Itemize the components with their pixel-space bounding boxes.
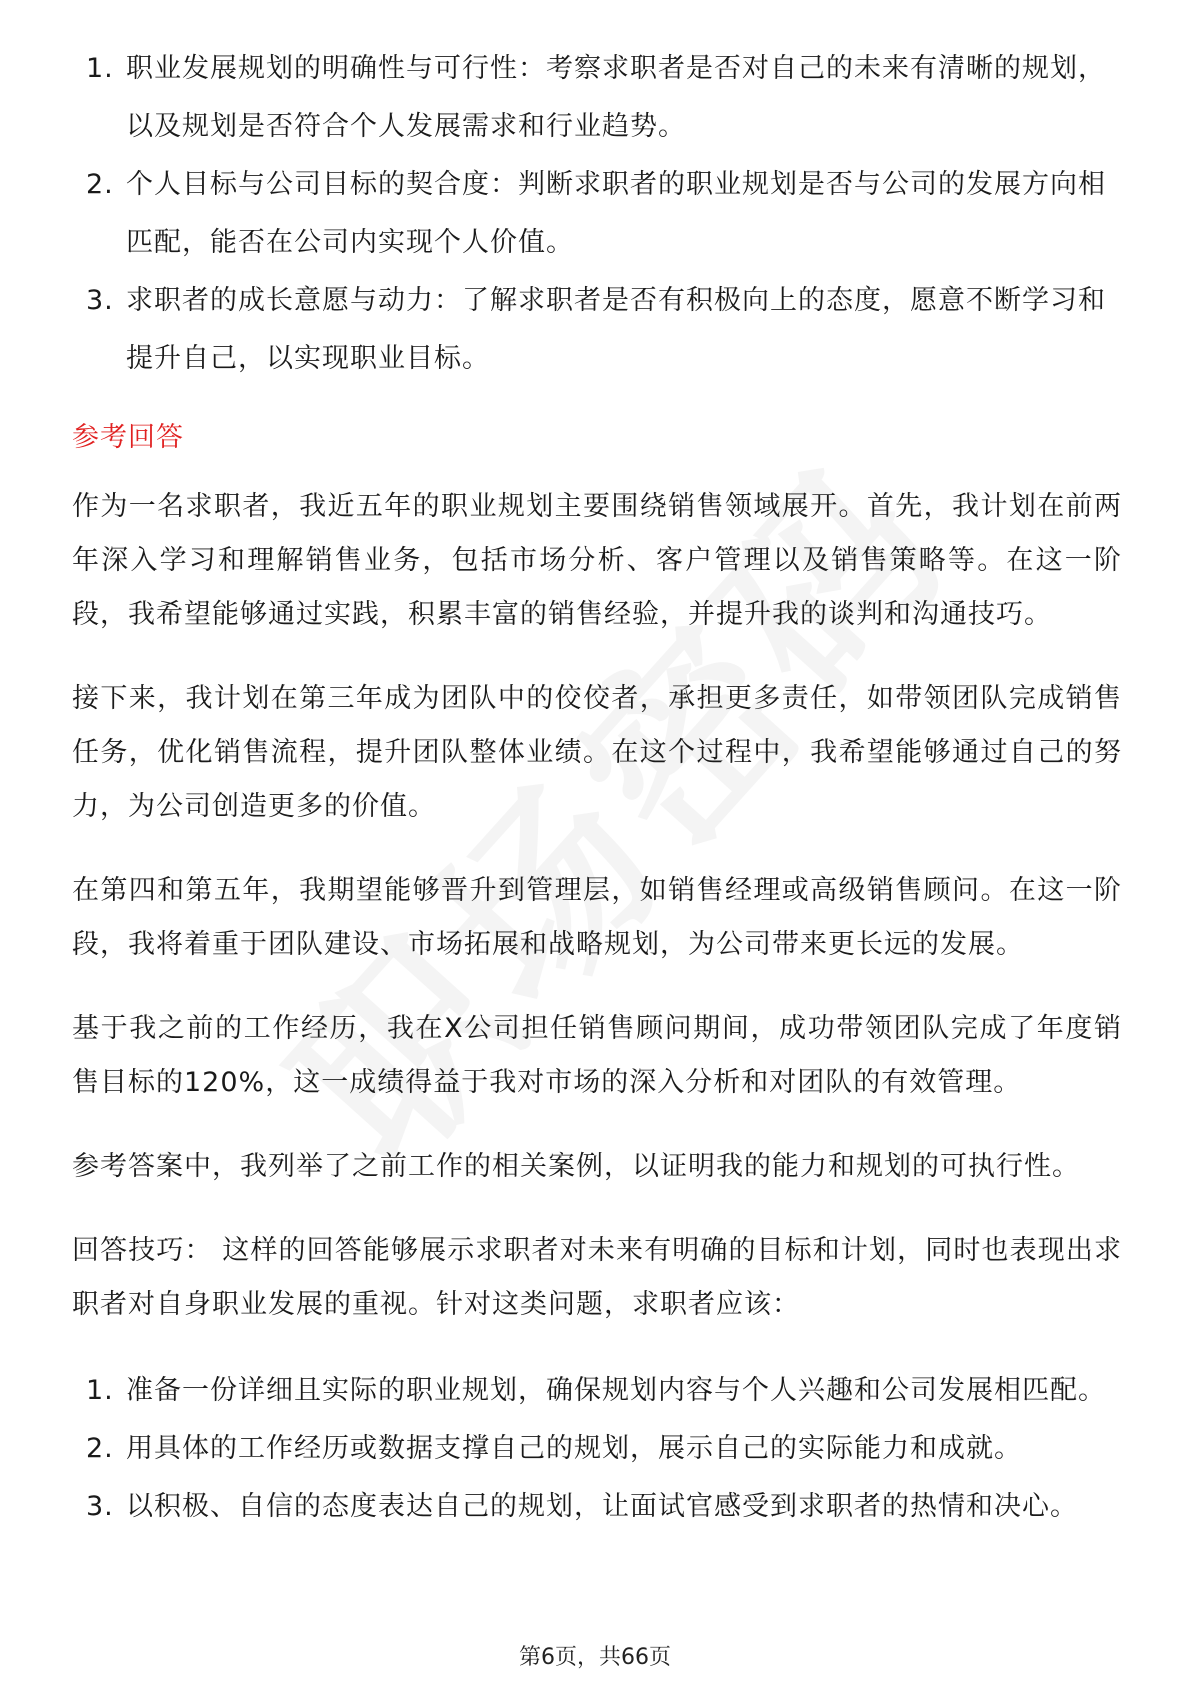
answer-paragraph: 接下来，我计划在第三年成为团队中的佼佼者，承担更多责任，如带领团队完成销售任务，优化销售流程，提升团队整体业绩。在这个过程中，我希望能够通过自己的努力，为公司创造更多的价值。 bbox=[72, 683, 1122, 822]
list-item-text: 以积极、自信的态度表达自己的规划，让面试官感受到求职者的热情和决心。 bbox=[126, 1491, 1078, 1522]
list-item-number: 1. bbox=[86, 1375, 114, 1406]
list-item-number: 3. bbox=[86, 1491, 114, 1522]
answer-paragraph: 作为一名求职者，我近五年的职业规划主要围绕销售领域展开。首先，我计划在前两年深入学习和理解销售业务，包括市场分析、客户管理以及销售策略等。在这一阶段，我希望能够通过实践，积累丰富的销售经验，并提升我的谈判和沟通技巧。 bbox=[72, 491, 1122, 630]
list-item bbox=[72, 1420, 1122, 1478]
list-item-text: 职业发展规划的明确性与可行性：考察求职者是否对自己的未来有清晰的规划，以及规划是否符合个人发展需求和行业趋势。 bbox=[126, 53, 1106, 142]
page-number-footer: 第6页，共66页 bbox=[519, 1645, 671, 1670]
list-item-text: 准备一份详细且实际的职业规划，确保规划内容与个人兴趣和公司发展相匹配。 bbox=[126, 1375, 1106, 1406]
section-title: 参考回答 bbox=[72, 422, 184, 453]
list-item bbox=[72, 272, 1122, 388]
list-item-text: 求职者的成长意愿与动力：了解求职者是否有积极向上的态度，愿意不断学习和提升自己，以实现职业目标。 bbox=[126, 285, 1106, 374]
evaluation-points-list bbox=[72, 40, 1122, 388]
tips-list bbox=[72, 1362, 1122, 1536]
answer-paragraph: 参考答案中，我列举了之前工作的相关案例，以证明我的能力和规划的可执行性。 bbox=[72, 1151, 1080, 1182]
list-item-number: 3. bbox=[86, 285, 114, 316]
list-item-number: 2. bbox=[86, 169, 114, 200]
list-item bbox=[72, 40, 1122, 156]
list-item bbox=[72, 156, 1122, 272]
tips-paragraph: 回答技巧： 这样的回答能够展示求职者对未来有明确的目标和计划，同时也表现出求职者对自身职业发展的重视。针对这类问题，求职者应该： bbox=[72, 1235, 1122, 1320]
answer-paragraph: 在第四和第五年，我期望能够晋升到管理层，如销售经理或高级销售顾问。在这一阶段，我将着重于团队建设、市场拓展和战略规划，为公司带来更长远的发展。 bbox=[72, 875, 1122, 960]
list-item-text: 用具体的工作经历或数据支撑自己的规划，展示自己的实际能力和成就。 bbox=[126, 1433, 1022, 1464]
list-item-number: 1. bbox=[86, 53, 114, 84]
page-content bbox=[72, 40, 1122, 1536]
list-item-number: 2. bbox=[86, 1433, 114, 1464]
list-item bbox=[72, 1362, 1122, 1420]
answer-paragraph: 基于我之前的工作经历，我在X公司担任销售顾问期间，成功带领团队完成了年度销售目标的120%，这一成绩得益于我对市场的深入分析和对团队的有效管理。 bbox=[72, 1013, 1122, 1098]
list-item-text: 个人目标与公司目标的契合度：判断求职者的职业规划是否与公司的发展方向相匹配，能否在公司内实现个人价值。 bbox=[126, 169, 1106, 258]
list-item bbox=[72, 1478, 1122, 1536]
